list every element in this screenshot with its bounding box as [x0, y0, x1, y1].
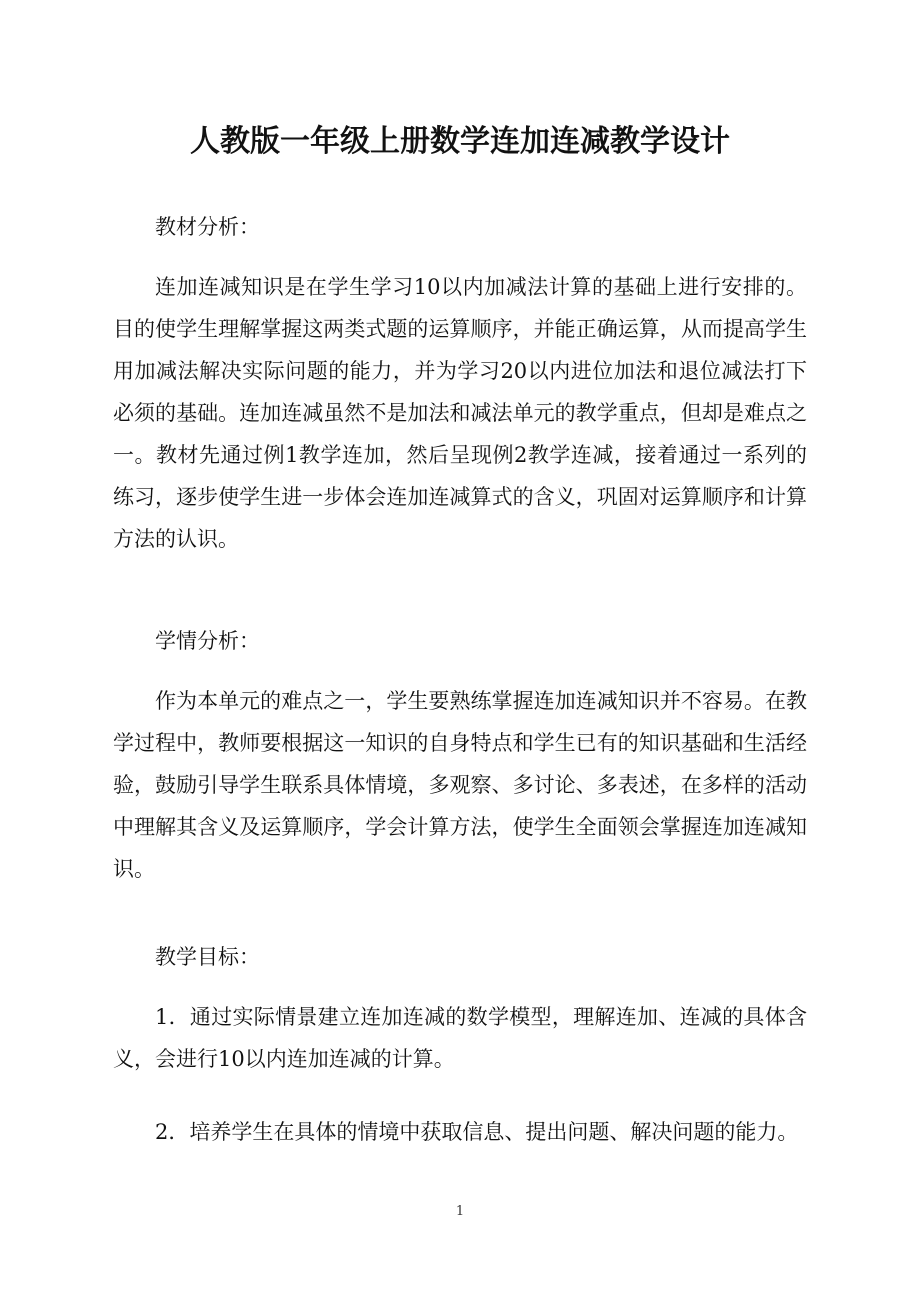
section-heading: 教材分析： — [155, 215, 260, 239]
teaching-goal-2 — [113, 1111, 807, 1153]
textbook-analysis-body — [113, 266, 807, 560]
section-teaching-goals — [113, 936, 807, 978]
teaching-goal-1 — [113, 996, 807, 1080]
paragraph: 2．培养学生在具体的情境中获取信息、提出问题、解决问题的能力。 — [155, 1120, 799, 1144]
section-heading: 学情分析： — [155, 629, 260, 653]
section-textbook-analysis — [113, 206, 807, 248]
section-heading: 教学目标： — [155, 945, 260, 969]
document-title: 人教版一年级上册数学连加连减教学设计 — [190, 124, 730, 159]
paragraph: 连加连减知识是在学生学习10以内加减法计算的基础上进行安排的。目的使学生理解掌握这两类式题的运算顺序，并能正确运算，从而提高学生用加减法解决实际问题的能力，并为学习20以内进位加法和退位减法打下必须的基础。连加连减虽然不是加法和减法单元的教学重点，但却是难点之一。教材先通过例1教学连加，然后呈现例2教学连减，接着通过一系列的练习，逐步使学生进一步体会连加连减算式的含义，巩固对运算顺序和计算方法的认识。 — [113, 275, 807, 551]
paragraph: 作为本单元的难点之一，学生要熟练掌握连加连减知识并不容易。在教学过程中，教师要根据这一知识的自身特点和学生已有的知识基础和生活经验，鼓励引导学生联系具体情境，多观察、多讨论、多表述，在多样的活动中理解其含义及运算顺序，学会计算方法，使学生全面领会掌握连加连减知识。 — [113, 689, 807, 881]
paragraph: 1．通过实际情景建立连加连减的数学模型，理解连加、连减的具体含义，会进行10以内连加连减的计算。 — [113, 1005, 807, 1071]
page-number: 1 — [455, 1204, 465, 1219]
section-student-analysis — [113, 620, 807, 662]
student-analysis-body — [113, 680, 807, 890]
